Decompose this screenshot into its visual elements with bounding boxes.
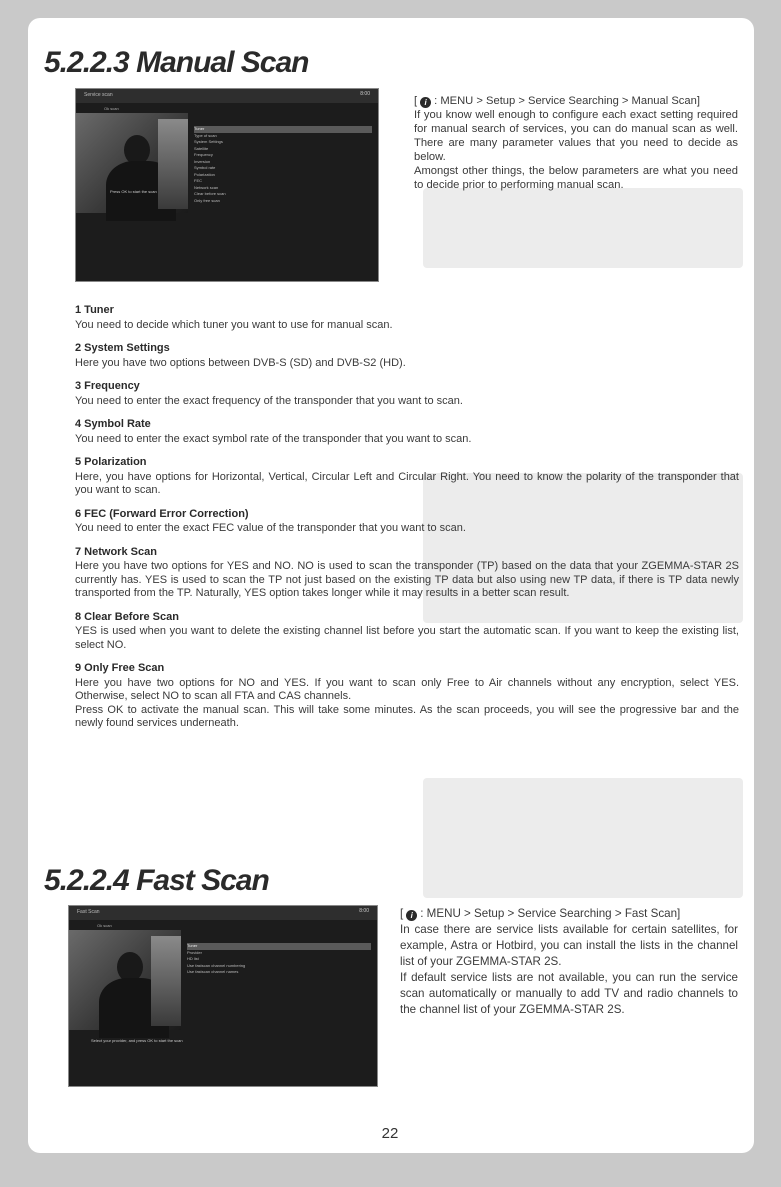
screenshot-figure xyxy=(158,119,188,209)
parameter-item xyxy=(75,456,739,498)
parameter-item xyxy=(75,546,739,601)
menu-row: Use fastscan channel numbering xyxy=(187,962,246,968)
parameter-item xyxy=(75,508,739,536)
parameter-item xyxy=(75,662,739,731)
parameter-item xyxy=(75,418,739,446)
page-number: 22 xyxy=(381,1125,399,1142)
menu-row: Frequency xyxy=(194,152,213,157)
parameter-title: 9 Only Free Scan xyxy=(75,662,165,674)
parameter-title: 6 FEC (Forward Error Correction) xyxy=(75,507,249,520)
section-heading-manual-scan: 5.2.2.3 Manual Scan xyxy=(44,46,309,79)
screenshot-title: Fast Scan xyxy=(77,909,100,915)
parameter-body: Here you have two options for YES and NO. NO is used to scan the transponder (TP) based on the data that your ZGEMMA-STAR 2S currently has. YES is used to scan the TP not just based on the existing TP data but also using new TP data, if there is TP data newly transported from the TP. Naturally, YES option takes longer while it may results in a better scan result. xyxy=(75,560,739,599)
parameter-list xyxy=(75,304,739,731)
parameter-title: 7 Network Scan xyxy=(75,545,157,558)
parameter-item xyxy=(75,611,739,653)
menu-row: Tuner xyxy=(187,943,371,950)
menu-row: Use fastscan channel names xyxy=(187,969,239,974)
menu-row: Polarization xyxy=(194,171,215,177)
screenshot-menu xyxy=(194,126,372,204)
menu-row: FEC xyxy=(194,178,202,183)
menu-path: [ i : MENU > Setup > Service Searching > Manual Scan] xyxy=(414,95,700,107)
parameter-item xyxy=(75,342,739,370)
menu-row: System Settings xyxy=(194,139,223,144)
parameter-body: You need to enter the exact FEC value of the transponder that you want to scan. xyxy=(75,522,466,534)
screenshot-title-bar xyxy=(76,89,378,103)
parameter-title: 3 Frequency xyxy=(75,380,140,392)
menu-row: Network scan xyxy=(194,184,219,190)
parameter-item xyxy=(75,380,739,408)
menu-row: Only free scan xyxy=(194,197,220,203)
screenshot-hint: Press OK to start the scan xyxy=(110,189,157,194)
section-heading-fast-scan: 5.2.2.4 Fast Scan xyxy=(44,864,269,897)
menu-row: Provider xyxy=(187,949,202,955)
screenshot-title-bar xyxy=(69,906,377,920)
menu-row: Inversion xyxy=(194,158,211,164)
manual-scan-intro xyxy=(414,94,738,192)
manual-scan-screenshot xyxy=(75,88,379,282)
parameter-title: 4 Symbol Rate xyxy=(75,418,151,430)
parameter-body: You need to decide which tuner you want to use for manual scan. xyxy=(75,318,393,331)
screenshot-hint: Select your provider, and press OK to start the scan xyxy=(91,1038,183,1043)
parameter-title: 1 Tuner xyxy=(75,304,114,316)
menu-row: Type of scan xyxy=(194,132,217,138)
parameter-body: You need to enter the exact symbol rate of the transponder that you want to scan. xyxy=(75,432,472,445)
menu-row: Satellite xyxy=(194,145,209,151)
screenshot-subtitle: Ok scan xyxy=(104,106,119,111)
info-icon: i xyxy=(406,910,417,921)
menu-path: [ i : MENU > Setup > Service Searching > Fast Scan] xyxy=(400,907,681,920)
parameter-title: 5 Polarization xyxy=(75,456,147,468)
menu-row: Symbol rate xyxy=(194,165,216,170)
screenshot-menu xyxy=(187,943,371,976)
screenshot-clock: 8:00 xyxy=(360,91,370,97)
fast-scan-paragraph-2: If default service lists are not available, you can run the service scan automatically or manually to add TV and radio channels to the channel list of your ZGEMMA-STAR 2S. xyxy=(400,971,738,1016)
screenshot-clock: 8:00 xyxy=(359,908,369,914)
screenshot-subtitle: Ok scan xyxy=(97,923,112,928)
parameter-body: Here you have two options between DVB-S (SD) and DVB-S2 (HD). xyxy=(75,356,406,369)
parameter-body: Here, you have options for Horizontal, Vertical, Circular Left and Circular Right. You need to know the polarity of the transponder that you want to scan. xyxy=(75,470,739,496)
closing-paragraph: Press OK to activate the manual scan. This will take some minutes. As the scan proceeds, you will see the progressive bar and the newly found services underneath. xyxy=(75,703,739,729)
intro-paragraph-2: Amongst other things, the below parameters are what you need to decide prior to performing manual scan. xyxy=(414,165,738,191)
info-icon: i xyxy=(420,97,431,108)
fast-scan-paragraph: In case there are service lists available for certain satellites, for example, Astra or Hotbird, you can install the lists in the channel list of your ZGEMMA-STAR 2S. xyxy=(400,923,738,968)
bleed-through-block xyxy=(423,778,743,898)
bleed-through-block xyxy=(423,188,743,268)
screenshot-title: Service scan xyxy=(84,92,113,98)
parameter-title: 2 System Settings xyxy=(75,342,170,354)
parameter-body: Here you have two options for NO and YES. If you want to scan only Free to Air channels without any encryption, select YES. Otherwise, select NO to scan all FTA and CAS channels. xyxy=(75,676,739,702)
screenshot-figure xyxy=(151,936,181,1026)
menu-row: Tuner xyxy=(194,126,372,133)
intro-paragraph: If you know well enough to configure each exact setting required for manual search of services, you can do manual scan as well. There are many parameter values that you need to decide as below. xyxy=(414,109,738,163)
fast-scan-screenshot xyxy=(68,905,378,1087)
parameter-body: YES is used when you want to delete the existing channel list before you start the automatic scan. If you want to keep the existing list, select NO. xyxy=(75,625,739,651)
menu-row: HD list xyxy=(187,956,199,961)
parameter-item xyxy=(75,304,739,332)
parameter-title: 8 Clear Before Scan xyxy=(75,610,179,623)
menu-row: Clear before scan xyxy=(194,191,226,196)
parameter-body: You need to enter the exact frequency of the transponder that you want to scan. xyxy=(75,394,463,407)
fast-scan-intro xyxy=(400,906,738,1018)
